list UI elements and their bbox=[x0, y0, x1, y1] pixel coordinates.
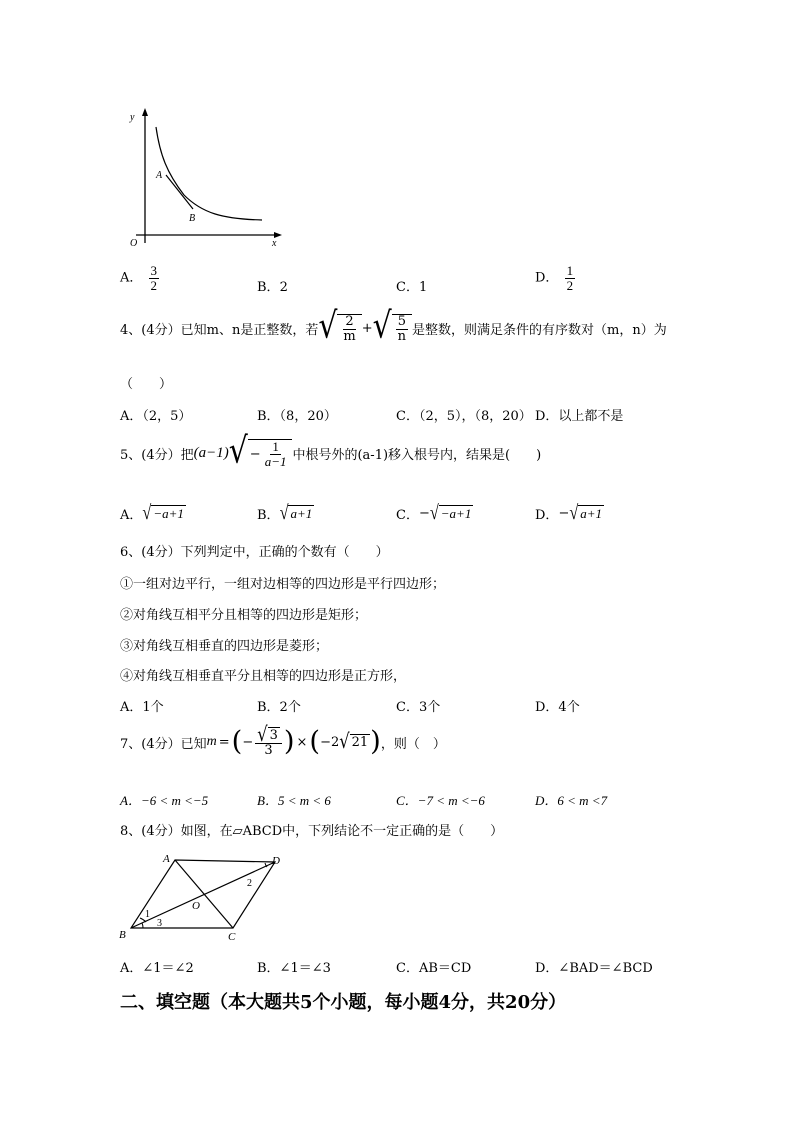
q5-option-d[interactable]: D． − √ a+1 bbox=[535, 501, 603, 525]
q4-option-b[interactable]: B．（8，20） bbox=[257, 409, 337, 424]
q8-stem: 8、(4分）如图，在▱ABCD中，下列结论不一定正确的是（ ） bbox=[120, 824, 504, 839]
angle-1-label: 1 bbox=[145, 909, 150, 920]
vertex-a-label: A bbox=[163, 853, 170, 865]
point-a-label: A bbox=[156, 170, 163, 181]
q5-factor: (a−1) bbox=[193, 445, 229, 462]
section-title-fill-in: 二、填空题（本大题共5个小题，每小题4分，共20分） bbox=[120, 992, 567, 1013]
angle-3-label: 3 bbox=[157, 918, 162, 929]
q6-option-d[interactable]: D．4个 bbox=[535, 700, 580, 715]
angle-2-label: 2 bbox=[247, 878, 252, 889]
q3-curve-graph bbox=[112, 105, 287, 250]
q5-sqrt: √ − $\frac{1}{a-1}$ bbox=[229, 439, 293, 468]
q5-option-c[interactable]: C． − √ −a+1 bbox=[396, 501, 472, 525]
q3-option-d-fraction: $\frac{1}{2}$ bbox=[566, 263, 574, 293]
q3-option-a-fraction: $\frac{3}{2}$ bbox=[150, 263, 158, 293]
q7-option-a[interactable]: A．−6 < m <−5 bbox=[120, 793, 209, 808]
q4-answer-paren: （ ） bbox=[120, 377, 173, 392]
q5-option-a[interactable]: A． √ −a+1 bbox=[120, 501, 184, 525]
q7-stem: 7、(4分）已知 m = ( − √ 3 3 ) × ( −2 √ 21 ) ，则（ ） bbox=[120, 722, 446, 759]
q4-sqrt-2: √ $\frac{5}{n}$ bbox=[373, 314, 412, 343]
q7-option-b[interactable]: B．5 < m < 6 bbox=[257, 793, 331, 808]
q4-stem: 4、(4分）已知m、n是正整数，若 √ $\frac{2}{m}$ + √ $\frac{5}{n}$ 是整数，则满足条件的有序数对（m，n）为 bbox=[120, 305, 667, 348]
q6-option-a[interactable]: A．1个 bbox=[120, 700, 164, 715]
q6-statement-1: ①一组对边平行，一组对边相等的四边形是平行四边形； bbox=[120, 577, 446, 592]
vertex-d-label: D bbox=[272, 855, 280, 867]
point-b-label: B bbox=[189, 213, 196, 224]
q4-sqrt-1: √ $\frac{2}{m}$ bbox=[318, 314, 361, 343]
q3-option-d[interactable]: D． $\frac{1}{2}$ bbox=[535, 263, 574, 293]
q8-option-c[interactable]: C．AB＝CD bbox=[396, 961, 472, 976]
q8-option-a[interactable]: A．∠1＝∠2 bbox=[120, 961, 194, 976]
q8-parallelogram-figure bbox=[115, 850, 295, 945]
q4-option-c[interactable]: C．（2，5），（8，20） bbox=[396, 409, 532, 424]
q5-stem: 5、(4分）把 (a−1) √ − $\frac{1}{a-1}$ 中根号外的(a-1)移入根号内，结果是( ) bbox=[120, 430, 542, 473]
x-axis-label: x bbox=[272, 238, 277, 249]
vertex-b-label: B bbox=[119, 929, 126, 941]
q6-statement-3: ③对角线互相垂直的四边形是菱形； bbox=[120, 639, 329, 654]
q4-option-a[interactable]: A．（2，5） bbox=[120, 409, 192, 424]
q3-option-a[interactable]: A． $\frac{3}{2}$ bbox=[120, 263, 158, 293]
q8-option-d[interactable]: D．∠BAD＝∠BCD bbox=[535, 961, 653, 976]
q7-option-d[interactable]: D．6 < m <7 bbox=[535, 793, 608, 808]
q6-option-c[interactable]: C．3个 bbox=[396, 700, 441, 715]
q3-option-b[interactable]: B．2 bbox=[257, 280, 288, 295]
q7-option-c[interactable]: C．−7 < m <−6 bbox=[396, 793, 485, 808]
q4-option-d[interactable]: D．以上都不是 bbox=[535, 409, 624, 424]
q6-statement-4: ④对角线互相垂直平分且相等的四边形是正方形， bbox=[120, 669, 407, 684]
q5-option-b[interactable]: B． √ a+1 bbox=[257, 501, 313, 525]
q7-fraction: √ 3 3 bbox=[255, 727, 282, 758]
q6-stem: 6、(4分）下列判定中，正确的个数有（ ） bbox=[120, 545, 389, 560]
q6-statement-2: ②对角线互相平分且相等的四边形是矩形； bbox=[120, 608, 368, 623]
q6-option-b[interactable]: B．2个 bbox=[257, 700, 301, 715]
q8-option-b[interactable]: B．∠1＝∠3 bbox=[257, 961, 331, 976]
y-axis-label: y bbox=[130, 112, 135, 123]
center-o-label: O bbox=[192, 900, 200, 912]
origin-label: O bbox=[130, 238, 138, 249]
q3-option-c[interactable]: C．1 bbox=[396, 280, 428, 295]
vertex-c-label: C bbox=[228, 931, 236, 943]
